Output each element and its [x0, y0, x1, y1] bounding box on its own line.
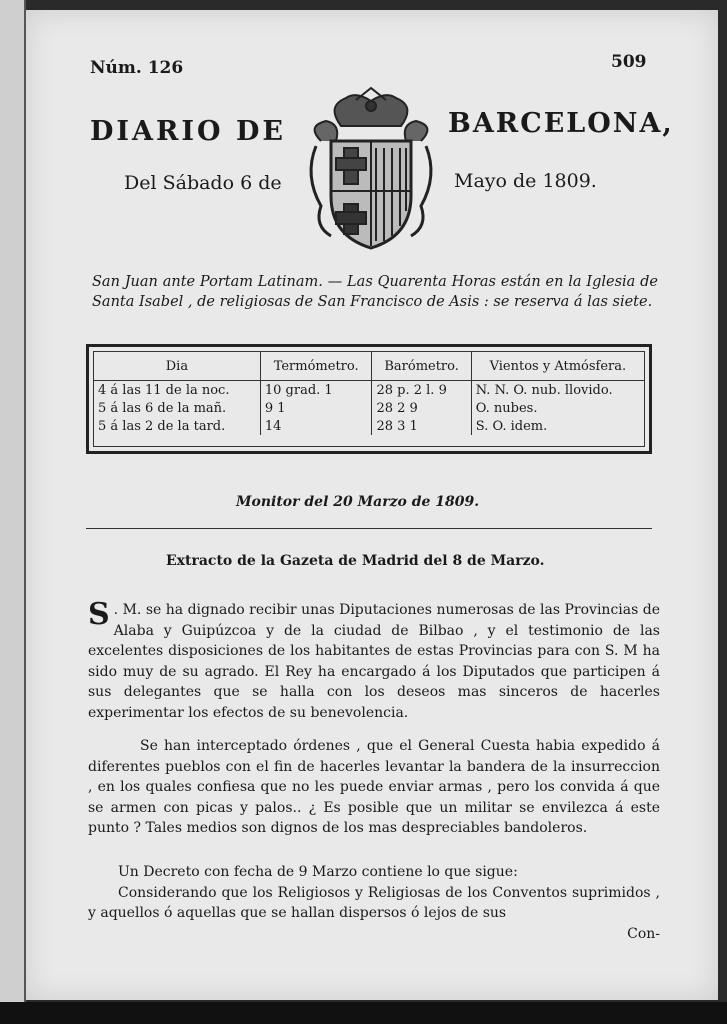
weather-wind: N. N. O. nub. llovido. — [475, 382, 613, 398]
weather-row — [94, 399, 644, 417]
weather-baro: 28 p. 2 l. 9 — [372, 381, 471, 400]
masthead-date-right: Mayo de 1809. — [454, 170, 597, 192]
weather-baro: 28 3 1 — [372, 417, 471, 435]
paragraph-1 — [88, 597, 660, 723]
masthead-date-left: Del Sábado 6 de — [124, 172, 282, 194]
weather-time: 4 á las 11 de la noc. — [94, 381, 260, 400]
paragraph-1-text: . M. se ha dignado recibir unas Diputaciones numerosas de las Provincias de Alaba y Guipúzcoa y de la ciudad de Bilbao , y el testimonio de las excelentes disposiciones de los habitantes de estas Provincias para con S. M ha sido muy de su agrado. El Rey ha encargado á los Diputados que participen á sus delegantes que se halla con los deseos mas sinceros de hacerles experimentar los efectos de su benevolencia. — [88, 602, 660, 721]
weather-temp: 9 1 — [260, 399, 372, 417]
weather-temp: 14 — [260, 417, 372, 435]
weather-row — [94, 417, 644, 435]
issue-number: Núm. 126 — [90, 58, 184, 78]
page-number: 509 — [611, 52, 647, 72]
weather-temp: 10 grad. 1 — [260, 381, 372, 400]
scan-bottom-edge — [0, 1002, 727, 1024]
masthead-title-right: BARCELONA, — [448, 108, 674, 139]
header-day: Dia — [94, 352, 260, 381]
section-divider — [86, 528, 652, 529]
header-barometer: Barómetro. — [372, 352, 471, 381]
weather-wind: S. O. idem. — [475, 418, 548, 434]
monitor-heading: Monitor del 20 Marzo de 1809. — [236, 494, 480, 510]
weather-wind: O. nubes. — [475, 400, 538, 416]
weather-table-frame — [86, 344, 652, 454]
weather-header-row — [94, 352, 644, 381]
decree-text: Considerando que los Religiosos y Religiosas de los Conventos suprimidos , y aquellos ó aquellas que se hallan dispersos ó lejos de sus — [88, 884, 660, 921]
weather-time: 5 á las 2 de la tard. — [94, 417, 260, 435]
weather-table — [94, 352, 644, 435]
weather-baro: 28 2 9 — [372, 399, 471, 417]
masthead-title-left: DIARIO DE — [90, 116, 286, 147]
newspaper-page — [26, 10, 718, 1000]
weather-row — [94, 381, 644, 400]
decree-intro: Un Decreto con fecha de 9 Marzo contiene lo que sigue: — [118, 864, 518, 880]
scan-page-edge — [0, 0, 26, 1024]
paragraph-3 — [88, 862, 660, 944]
catchword: Con- — [627, 925, 660, 942]
barcelona-coat-of-arms-icon — [296, 86, 446, 256]
drop-cap: S — [88, 597, 110, 632]
saints-of-the-day: San Juan ante Portam Latinam. — Las Quarenta Horas están en la Iglesia de Santa Isabel , de religiosas de San Francisco de Asis : se reserva á las siete. — [92, 274, 658, 310]
header-winds: Vientos y Atmósfera. — [471, 352, 644, 381]
extract-heading: Extracto de la Gazeta de Madrid del 8 de Marzo. — [166, 553, 545, 569]
paragraph-2: Se han interceptado órdenes , que el General Cuesta habia expedido á diferentes pueblos con el fin de hacerles levantar la bandera de la insurreccion , en los quales confiesa que no les puede enviar armas , pero los convida á que se armen con picas y palos.. ¿ Es posible que un militar se envilezca á este punto ? Tales medios son dignos de los mas despreciables bandoleros. — [88, 738, 660, 836]
weather-time: 5 á las 6 de la mañ. — [94, 399, 260, 417]
header-thermometer: Termómetro. — [260, 352, 372, 381]
